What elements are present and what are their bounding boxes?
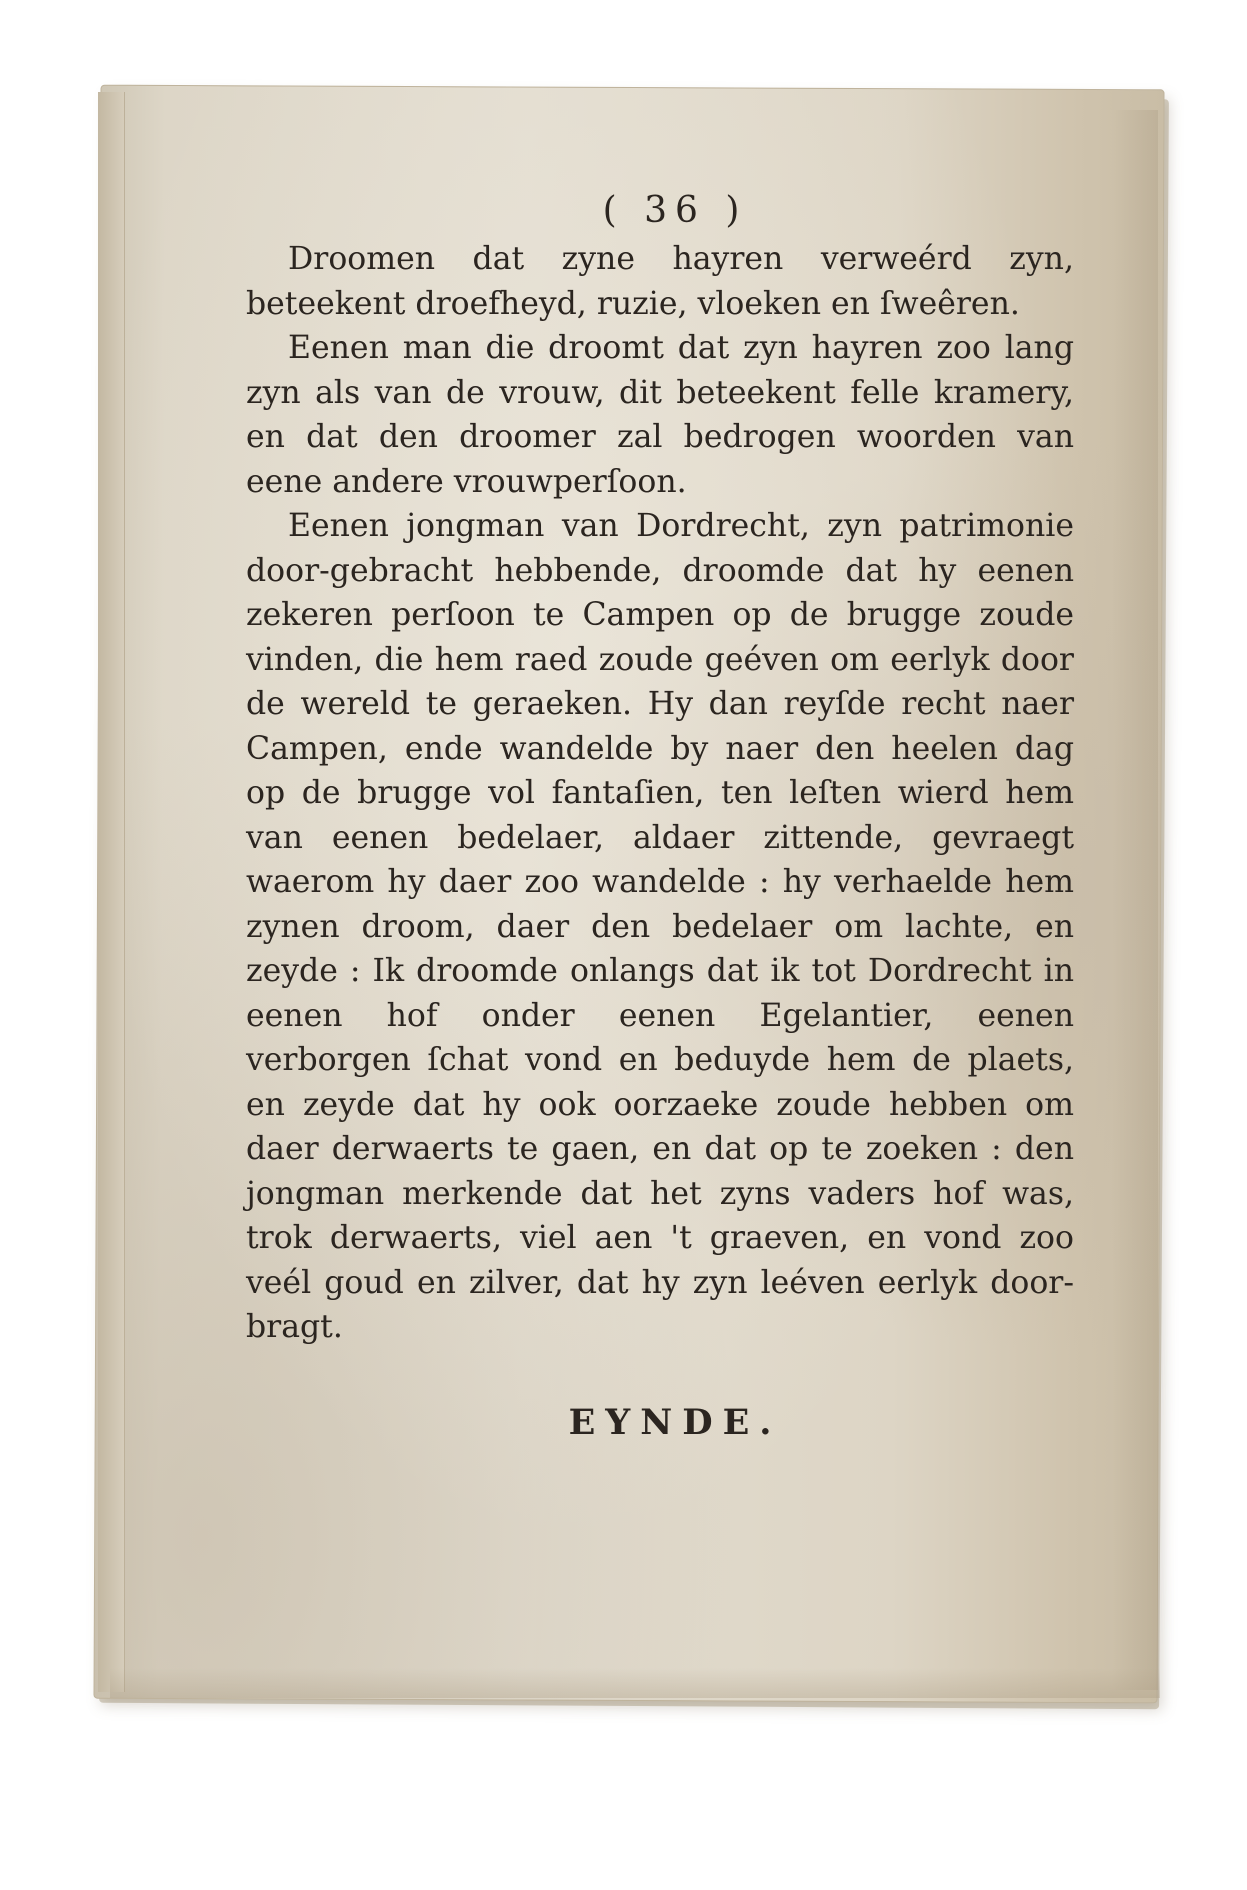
page-stain-right bbox=[1112, 110, 1158, 1690]
page-stack-edge-left bbox=[98, 92, 125, 1692]
paragraph-hair-dream: Droomen dat zyne hayren verweérd zyn, beteekent droefheyd, ruzie, vloeken en ſweêren. bbox=[246, 241, 1074, 322]
paragraph-long-hair-dream: Eenen man die droomt dat zyn hayren zoo lang zyn als van de vrouw, dit beteekent felle kramery, en dat den droomer zal bedrogen woorden van eene andere vrouwperſoon. bbox=[246, 330, 1074, 500]
text-block bbox=[246, 190, 1074, 1443]
page-number: ( 36 ) bbox=[602, 190, 748, 231]
paragraph-dordrecht-story: Eenen jongman van Dordrecht, zyn patrimonie door-gebracht hebbende, droomde dat hy eenen zekeren perſoon te Campen op de brugge zoude vinden, die hem raed zoude geéven om eerlyk door de wereld te geraeken. Hy dan reyſde recht naer Campen, ende wandelde by naer den heelen dag op de brugge vol fantaſien, ten leſten wierd hem van eenen bedelaer, aldaer zittende, gevraegt waerom hy daer zoo wandelde : hy verhaelde hem zynen droom, daer den bedelaer om lachte, en zeyde : Ik droomde onlangs dat ik tot Dordrecht in eenen hof onder eenen Egelantier, eenen verborgen ſchat vond en beduyde hem de plaets, en zeyde dat hy ook oorzaeke zoude hebben om daer derwaerts te gaen, en dat op te zoeken : den jongman merkende dat het zyns vaders hof was, trok derwaerts, viel aen 't graeven, en vond zoo veél goud en zilver, dat hy zyn leéven eerlyk door-bragt. bbox=[246, 508, 1074, 1345]
end-mark: EYNDE. bbox=[568, 1401, 782, 1443]
page-stain-bottom bbox=[110, 1668, 1160, 1698]
